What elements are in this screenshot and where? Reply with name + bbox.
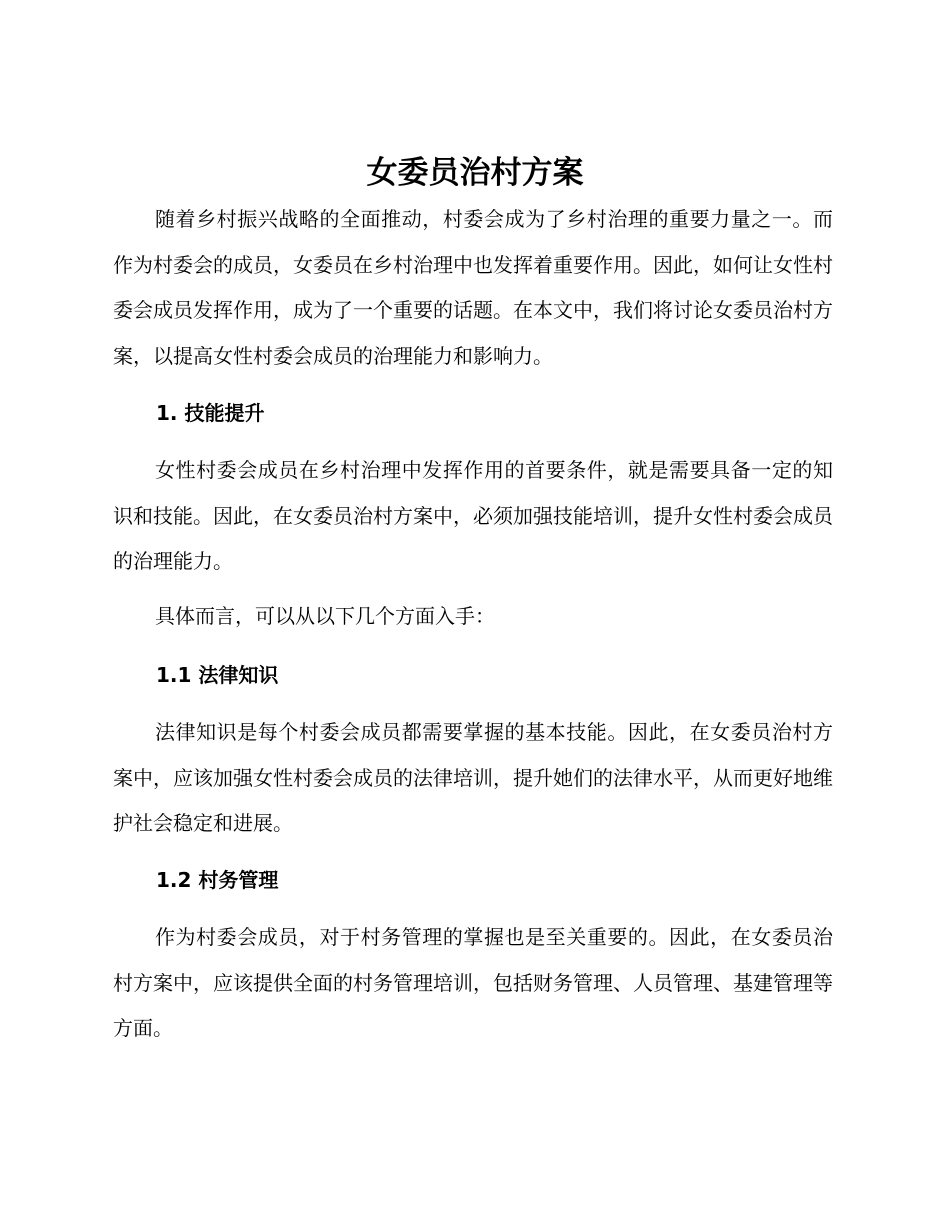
section-heading-village-affairs: 1.2 村务管理 [156,868,279,892]
section-heading-skills: 1. 技能提升 [156,401,265,425]
section-lead-paragraph: 具体而言，可以从以下几个方面入手： [155,604,495,628]
intro-paragraph: 随着乡村振兴战略的全面推动，村委会成为了乡村治理的重要力量之一。而作为村委会的成员，女委员在乡村治理中也发挥着重要作用。因此，如何让女性村委会成员发挥作用，成为了一个重要的话题。在本文中，我们将讨论女委员治村方案，以提高女性村委会成员的治理能力和影响力。 [113,207,833,368]
section-paragraph-skills: 女性村委会成员在乡村治理中发挥作用的首要条件，就是需要具备一定的知识和技能。因此，在女委员治村方案中，必须加强技能培训，提升女性村委会成员的治理能力。 [113,458,833,573]
section-paragraph-village-affairs: 作为村委会成员，对于村务管理的掌握也是至关重要的。因此，在女委员治村方案中，应该提供全面的村务管理培训，包括财务管理、人员管理、基建管理等方面。 [113,925,833,1040]
document-title: 女委员治村方案 [366,155,584,191]
section-heading-law: 1.1 法律知识 [156,663,279,687]
section-paragraph-law: 法律知识是每个村委会成员都需要掌握的基本技能。因此，在女委员治村方案中，应该加强女性村委会成员的法律培训，提升她们的法律水平，从而更好地维护社会稳定和进展。 [113,720,833,835]
